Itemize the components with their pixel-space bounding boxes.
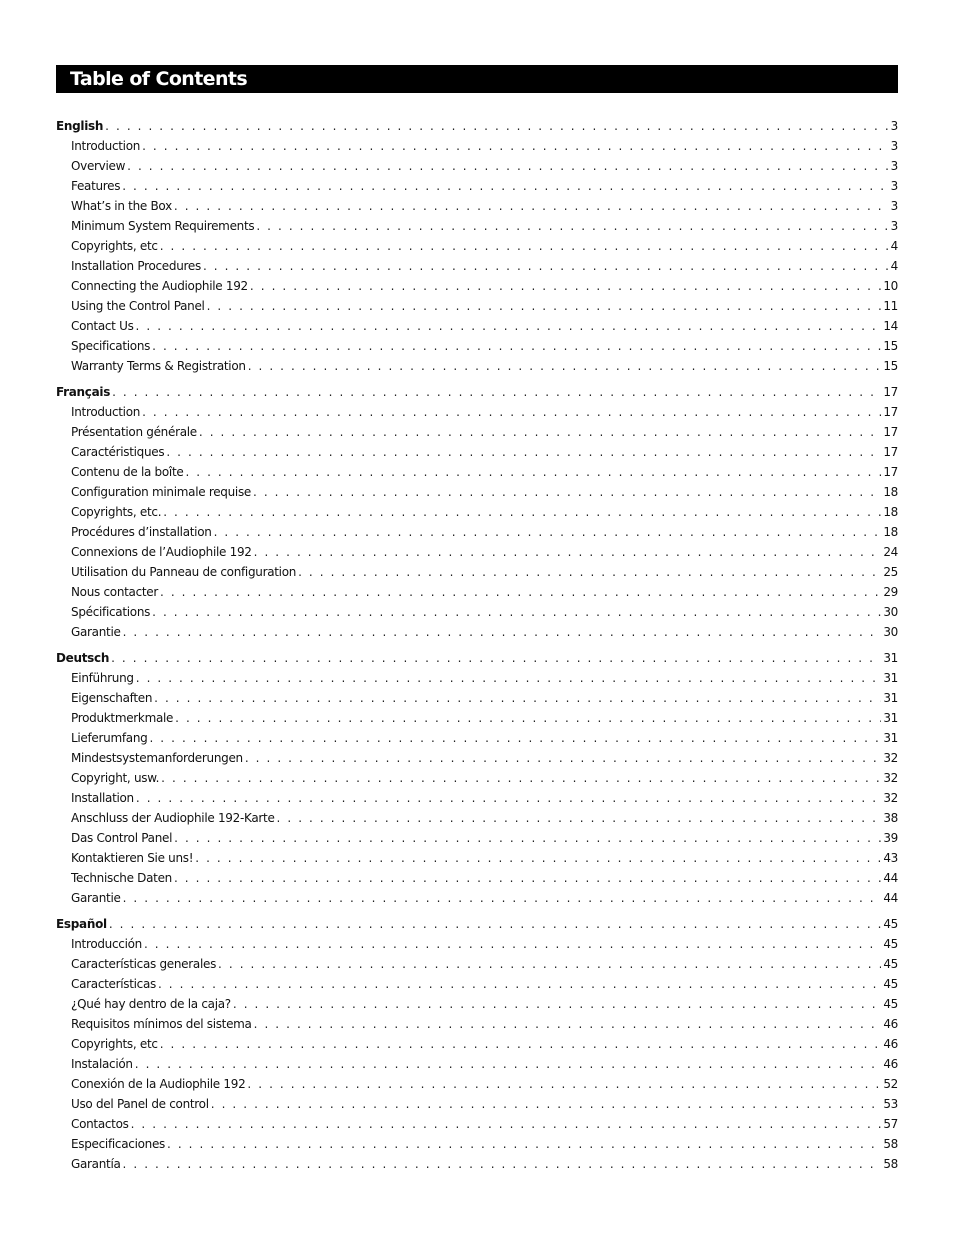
toc-section [56, 382, 898, 642]
toc-entry[interactable] [56, 462, 898, 482]
toc-section-heading-page-number: 3 [890, 119, 898, 133]
dot-leader [142, 136, 889, 156]
dot-leader [174, 828, 881, 848]
dot-leader [250, 276, 881, 296]
toc-section-heading-page-number: 45 [883, 917, 898, 931]
toc-section-heading[interactable] [56, 914, 898, 934]
toc-entry-page-number: 43 [883, 851, 898, 865]
table-of-contents [56, 116, 898, 1174]
toc-entry-page-number: 17 [883, 425, 898, 439]
toc-entry-label: Mindestsystemanforderungen [71, 751, 243, 765]
dot-leader [160, 236, 889, 256]
dot-leader [111, 648, 881, 668]
dot-leader [163, 502, 881, 522]
toc-entry-label: Eigenschaften [71, 691, 153, 705]
toc-entry[interactable] [56, 502, 898, 522]
toc-entry[interactable] [56, 994, 898, 1014]
toc-entry-page-number: 18 [883, 505, 898, 519]
toc-entry-label: Lieferumfang [71, 731, 148, 745]
toc-entry[interactable] [56, 602, 898, 622]
toc-entry-label: Caractéristiques [71, 445, 165, 459]
toc-entry[interactable] [56, 768, 898, 788]
toc-entry[interactable] [56, 788, 898, 808]
toc-section-heading-label: Deutsch [56, 651, 110, 665]
toc-entry-page-number: 18 [883, 525, 898, 539]
toc-entry-page-number: 11 [883, 299, 898, 313]
toc-entry-page-number: 17 [883, 405, 898, 419]
dot-leader [167, 1134, 881, 1154]
toc-entry-page-number: 24 [883, 545, 898, 559]
dot-leader [166, 442, 881, 462]
toc-section-heading-label: English [56, 119, 104, 133]
dot-leader [105, 116, 889, 136]
toc-entry-page-number: 4 [890, 259, 898, 273]
toc-entry-page-number: 3 [890, 199, 898, 213]
toc-entry-label: Nous contacter [71, 585, 159, 599]
toc-entry[interactable] [56, 728, 898, 748]
toc-entry-page-number: 58 [883, 1137, 898, 1151]
toc-entry-label: What’s in the Box [71, 199, 172, 213]
toc-entry-page-number: 15 [883, 359, 898, 373]
toc-entry-label: Contactos [71, 1117, 129, 1131]
toc-entry-label: Installation Procedures [71, 259, 201, 273]
dot-leader [123, 1154, 882, 1174]
toc-entry-page-number: 31 [883, 671, 898, 685]
toc-section-heading[interactable] [56, 382, 898, 402]
toc-entry[interactable] [56, 356, 898, 376]
toc-entry-page-number: 3 [890, 219, 898, 233]
dot-leader [160, 582, 881, 602]
page-title: Table of Contents [56, 65, 898, 93]
toc-entry[interactable] [56, 1134, 898, 1154]
toc-entry[interactable] [56, 668, 898, 688]
toc-entry-label: Spécifications [71, 605, 151, 619]
dot-leader [253, 482, 881, 502]
toc-entry-label: Copyrights, etc [71, 239, 158, 253]
dot-leader [185, 462, 881, 482]
toc-entry-label: Overview [71, 159, 126, 173]
toc-entry[interactable] [56, 562, 898, 582]
toc-entry-page-number: 45 [883, 997, 898, 1011]
toc-entry-label: Copyrights, etc [71, 1037, 158, 1051]
toc-entry-label: Especificaciones [71, 1137, 165, 1151]
toc-entry-page-number: 46 [883, 1037, 898, 1051]
toc-entry-label: Using the Control Panel [71, 299, 205, 313]
dot-leader [248, 356, 882, 376]
toc-entry[interactable] [56, 296, 898, 316]
toc-entry[interactable] [56, 688, 898, 708]
toc-section-heading[interactable] [56, 648, 898, 668]
toc-entry[interactable] [56, 622, 898, 642]
toc-entry-page-number: 32 [883, 791, 898, 805]
toc-entry-page-number: 45 [883, 957, 898, 971]
toc-entry[interactable] [56, 1114, 898, 1134]
toc-entry-label: ¿Qué hay dentro de la caja? [71, 997, 231, 1011]
dot-leader [136, 316, 882, 336]
dot-leader [277, 808, 882, 828]
toc-section [56, 914, 898, 1174]
toc-section-heading[interactable] [56, 116, 898, 136]
toc-entry[interactable] [56, 708, 898, 728]
dot-leader [136, 788, 881, 808]
dot-leader [175, 708, 881, 728]
toc-section-heading-page-number: 31 [883, 651, 898, 665]
toc-entry[interactable] [56, 848, 898, 868]
dot-leader [161, 768, 881, 788]
toc-entry-label: Instalación [71, 1057, 133, 1071]
dot-leader [211, 1094, 882, 1114]
dot-leader [203, 256, 889, 276]
toc-entry-label: Features [71, 179, 121, 193]
toc-entry-label: Installation [71, 791, 134, 805]
dot-leader [135, 1054, 882, 1074]
toc-entry[interactable] [56, 482, 898, 502]
toc-entry[interactable] [56, 276, 898, 296]
toc-entry-label: Das Control Panel [71, 831, 173, 845]
toc-entry[interactable] [56, 156, 898, 176]
toc-entry-page-number: 14 [883, 319, 898, 333]
toc-entry[interactable] [56, 236, 898, 256]
dot-leader [154, 688, 881, 708]
toc-entry-page-number: 10 [883, 279, 898, 293]
toc-entry[interactable] [56, 216, 898, 236]
dot-leader [136, 668, 882, 688]
toc-entry-page-number: 3 [890, 179, 898, 193]
toc-entry-label: Características [71, 977, 156, 991]
toc-entry-page-number: 31 [883, 691, 898, 705]
toc-entry-page-number: 38 [883, 811, 898, 825]
toc-entry[interactable] [56, 1054, 898, 1074]
toc-entry-label: Produktmerkmale [71, 711, 174, 725]
toc-entry-label: Garantie [71, 625, 121, 639]
toc-entry[interactable] [56, 808, 898, 828]
toc-entry-page-number: 17 [883, 465, 898, 479]
toc-entry[interactable] [56, 176, 898, 196]
dot-leader [123, 888, 882, 908]
toc-entry-label: Einführung [71, 671, 134, 685]
toc-entry-label: Conexión de la Audiophile 192 [71, 1077, 246, 1091]
toc-entry-label: Garantía [71, 1157, 121, 1171]
toc-section [56, 116, 898, 376]
toc-entry[interactable] [56, 868, 898, 888]
dot-leader [298, 562, 881, 582]
toc-entry-label: Garantie [71, 891, 121, 905]
toc-entry[interactable] [56, 748, 898, 768]
dot-leader [122, 176, 888, 196]
toc-entry-page-number: 46 [883, 1057, 898, 1071]
toc-entry[interactable] [56, 196, 898, 216]
dot-leader [152, 336, 881, 356]
dot-leader [174, 196, 889, 216]
toc-entry-label: Características generales [71, 957, 217, 971]
toc-entry-page-number: 57 [883, 1117, 898, 1131]
toc-entry-label: Introducción [71, 937, 142, 951]
toc-entry-page-number: 39 [883, 831, 898, 845]
toc-entry[interactable] [56, 888, 898, 908]
toc-entry[interactable] [56, 542, 898, 562]
toc-entry[interactable] [56, 316, 898, 336]
toc-entry[interactable] [56, 1034, 898, 1054]
toc-entry-page-number: 52 [883, 1077, 898, 1091]
toc-entry-label: Présentation générale [71, 425, 197, 439]
toc-entry-label: Contact Us [71, 319, 134, 333]
dot-leader [254, 1014, 882, 1034]
dot-leader [199, 422, 881, 442]
toc-entry-label: Copyright, usw. [71, 771, 160, 785]
dot-leader [144, 934, 881, 954]
toc-entry[interactable] [56, 402, 898, 422]
toc-entry[interactable] [56, 954, 898, 974]
toc-entry-label: Uso del Panel de control [71, 1097, 209, 1111]
dot-leader [123, 622, 882, 642]
toc-entry-label: Contenu de la boîte [71, 465, 184, 479]
dot-leader [152, 602, 881, 622]
toc-entry[interactable] [56, 336, 898, 356]
toc-entry[interactable] [56, 934, 898, 954]
toc-entry-page-number: 30 [883, 625, 898, 639]
toc-entry[interactable] [56, 422, 898, 442]
toc-entry[interactable] [56, 522, 898, 542]
dot-leader [174, 868, 881, 888]
toc-entry-page-number: 44 [883, 891, 898, 905]
toc-entry-page-number: 3 [890, 139, 898, 153]
dot-leader [218, 954, 881, 974]
dot-leader [160, 1034, 882, 1054]
toc-entry-page-number: 30 [883, 605, 898, 619]
toc-section-heading-page-number: 17 [883, 385, 898, 399]
toc-entry[interactable] [56, 1014, 898, 1034]
toc-entry-label: Copyrights, etc. [71, 505, 162, 519]
dot-leader [142, 402, 881, 422]
toc-entry-page-number: 4 [890, 239, 898, 253]
toc-entry-page-number: 44 [883, 871, 898, 885]
toc-entry-label: Technische Daten [71, 871, 172, 885]
toc-entry-page-number: 17 [883, 445, 898, 459]
dot-leader [109, 914, 882, 934]
toc-entry-label: Utilisation du Panneau de configuration [71, 565, 297, 579]
toc-entry-page-number: 58 [883, 1157, 898, 1171]
toc-entry-label: Kontaktieren Sie uns! [71, 851, 194, 865]
toc-entry-label: Connexions de l’Audiophile 192 [71, 545, 252, 559]
toc-section-heading-label: Français [56, 385, 111, 399]
toc-entry-page-number: 53 [883, 1097, 898, 1111]
toc-entry-page-number: 45 [883, 977, 898, 991]
toc-section [56, 648, 898, 908]
toc-entry-page-number: 32 [883, 751, 898, 765]
dot-leader [131, 1114, 882, 1134]
toc-entry[interactable] [56, 582, 898, 602]
dot-leader [127, 156, 889, 176]
toc-entry-page-number: 18 [883, 485, 898, 499]
toc-entry-page-number: 3 [890, 159, 898, 173]
toc-entry-page-number: 32 [883, 771, 898, 785]
toc-entry-label: Requisitos mínimos del sistema [71, 1017, 252, 1031]
dot-leader [195, 848, 881, 868]
dot-leader [149, 728, 881, 748]
toc-entry-page-number: 15 [883, 339, 898, 353]
toc-entry[interactable] [56, 1094, 898, 1114]
toc-entry-page-number: 45 [883, 937, 898, 951]
toc-section-heading-label: Español [56, 917, 107, 931]
toc-entry[interactable] [56, 828, 898, 848]
toc-entry-label: Minimum System Requirements [71, 219, 255, 233]
dot-leader [245, 748, 881, 768]
toc-entry[interactable] [56, 256, 898, 276]
toc-entry-label: Introduction [71, 139, 141, 153]
toc-entry-page-number: 29 [883, 585, 898, 599]
dot-leader [256, 216, 888, 236]
dot-leader [112, 382, 881, 402]
dot-leader [214, 522, 882, 542]
toc-entry-page-number: 25 [883, 565, 898, 579]
dot-leader [254, 542, 882, 562]
toc-entry-page-number: 46 [883, 1017, 898, 1031]
toc-entry-label: Introduction [71, 405, 141, 419]
toc-entry[interactable] [56, 1154, 898, 1174]
toc-entry[interactable] [56, 136, 898, 156]
toc-entry-page-number: 31 [883, 731, 898, 745]
dot-leader [247, 1074, 881, 1094]
toc-entry-label: Procédures d’installation [71, 525, 212, 539]
dot-leader [207, 296, 882, 316]
toc-entry-label: Configuration minimale requise [71, 485, 251, 499]
toc-entry[interactable] [56, 442, 898, 462]
toc-entry-label: Connecting the Audiophile 192 [71, 279, 248, 293]
toc-entry-label: Anschluss der Audiophile 192-Karte [71, 811, 275, 825]
toc-entry[interactable] [56, 1074, 898, 1094]
toc-entry-label: Specifications [71, 339, 151, 353]
toc-entry[interactable] [56, 974, 898, 994]
dot-leader [233, 994, 881, 1014]
toc-entry-label: Warranty Terms & Registration [71, 359, 246, 373]
toc-entry-page-number: 31 [883, 711, 898, 725]
dot-leader [158, 974, 881, 994]
